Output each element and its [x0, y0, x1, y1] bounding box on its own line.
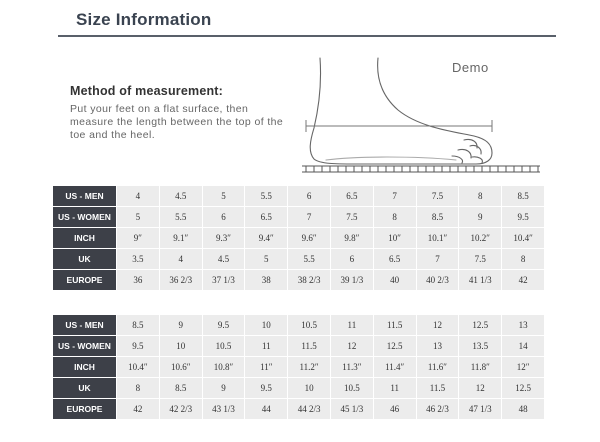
table-cell: 13 [417, 336, 459, 356]
table-row-us-women [53, 207, 544, 227]
table-cell: 45 1/3 [331, 399, 373, 419]
table-row-uk [53, 249, 544, 269]
row-label: UK [53, 249, 116, 269]
table-cell: 36 [117, 270, 159, 290]
table-cell: 11.2″ [288, 357, 330, 377]
table-cell: 38 2/3 [288, 270, 330, 290]
table-cell: 37 1/3 [203, 270, 245, 290]
table-cell: 12.5 [374, 336, 416, 356]
table-cell: 13.5 [459, 336, 501, 356]
table-cell: 38 [245, 270, 287, 290]
table-cell: 6 [331, 249, 373, 269]
table-cell: 7 [417, 249, 459, 269]
table-cell: 46 2/3 [417, 399, 459, 419]
size-table-1 [52, 185, 545, 291]
table-cell: 8.5 [117, 315, 159, 335]
table-cell: 6.5 [374, 249, 416, 269]
table-cell: 47 1/3 [459, 399, 501, 419]
page-title: Size Information [76, 10, 212, 29]
table-cell: 6 [203, 207, 245, 227]
table-cell: 12.5 [459, 315, 501, 335]
table-cell: 11.5 [288, 336, 330, 356]
demo-label: Demo [452, 60, 489, 75]
row-label: US - WOMEN [53, 207, 116, 227]
table-cell: 42 [502, 270, 544, 290]
table-cell: 12.5 [502, 378, 544, 398]
table-cell: 14 [502, 336, 544, 356]
table-row-inch [53, 228, 544, 248]
table-cell: 11.5 [374, 315, 416, 335]
table-cell: 9 [203, 378, 245, 398]
row-label: INCH [53, 228, 116, 248]
table-cell: 4 [160, 249, 202, 269]
table-cell: 9.8″ [331, 228, 373, 248]
table-cell: 7 [288, 207, 330, 227]
table-cell: 8 [374, 207, 416, 227]
table-cell: 10 [160, 336, 202, 356]
table-cell: 13 [502, 315, 544, 335]
table-cell: 4 [117, 186, 159, 206]
table-cell: 10.8″ [203, 357, 245, 377]
table-row-us-men [53, 186, 544, 206]
table-cell: 43 1/3 [203, 399, 245, 419]
row-label: EUROPE [53, 270, 116, 290]
table-cell: 9.5 [117, 336, 159, 356]
table-row-europe [53, 399, 544, 419]
table-cell: 44 [245, 399, 287, 419]
size-table-2 [52, 314, 545, 420]
table-cell: 5.5 [288, 249, 330, 269]
table-cell: 6.5 [245, 207, 287, 227]
table-cell: 48 [502, 399, 544, 419]
table-cell: 10.4″ [502, 228, 544, 248]
table-cell: 10.5 [203, 336, 245, 356]
table-cell: 10 [245, 315, 287, 335]
table-cell: 10.2″ [459, 228, 501, 248]
table-cell: 9.5 [245, 378, 287, 398]
table-cell: 9.3″ [203, 228, 245, 248]
table-cell: 9 [160, 315, 202, 335]
table-cell: 11.6″ [417, 357, 459, 377]
table-row-us-men [53, 315, 544, 335]
method-heading: Method of measurement: [70, 84, 224, 98]
table-cell: 8 [117, 378, 159, 398]
table-cell: 36 2/3 [160, 270, 202, 290]
table-cell: 5.5 [245, 186, 287, 206]
row-label: UK [53, 378, 116, 398]
table-cell: 46 [374, 399, 416, 419]
row-label: US - MEN [53, 315, 116, 335]
table-cell: 39 1/3 [331, 270, 373, 290]
table-cell: 11 [331, 315, 373, 335]
table-cell: 9 [459, 207, 501, 227]
table-cell: 10 [288, 378, 330, 398]
table-row-europe [53, 270, 544, 290]
table-cell: 7.5 [331, 207, 373, 227]
table-cell: 11″ [245, 357, 287, 377]
table-cell: 41 1/3 [459, 270, 501, 290]
table-cell: 42 2/3 [160, 399, 202, 419]
table-cell: 10.6″ [160, 357, 202, 377]
table-cell: 11.4″ [374, 357, 416, 377]
foot-measurement-illustration [296, 56, 546, 174]
measurement-method [70, 84, 290, 142]
table-row-us-women [53, 336, 544, 356]
table-cell: 12 [459, 378, 501, 398]
table-cell: 6 [288, 186, 330, 206]
table-cell: 9.4″ [245, 228, 287, 248]
method-text: Put your feet on a flat surface, then measure the length between the top of the toe and the heel. [70, 103, 284, 141]
table-cell: 10.5 [288, 315, 330, 335]
table-cell: 12 [417, 315, 459, 335]
table-cell: 4.5 [160, 186, 202, 206]
row-label: INCH [53, 357, 116, 377]
table-cell: 8.5 [417, 207, 459, 227]
table-cell: 9.6″ [288, 228, 330, 248]
table-cell: 11 [245, 336, 287, 356]
table-cell: 44 2/3 [288, 399, 330, 419]
table-cell: 7 [374, 186, 416, 206]
table-cell: 11 [374, 378, 416, 398]
table-cell: 5 [203, 186, 245, 206]
row-label: EUROPE [53, 399, 116, 419]
table-cell: 9″ [117, 228, 159, 248]
table-cell: 5 [245, 249, 287, 269]
table-cell: 11.3″ [331, 357, 373, 377]
table-cell: 10.4″ [117, 357, 159, 377]
foot-drawing [296, 56, 546, 174]
table-cell: 7.5 [417, 186, 459, 206]
table-cell: 3.5 [117, 249, 159, 269]
table-cell: 40 2/3 [417, 270, 459, 290]
table-cell: 11.5 [417, 378, 459, 398]
table-cell: 9.1″ [160, 228, 202, 248]
table-cell: 10.5 [331, 378, 373, 398]
table-cell: 40 [374, 270, 416, 290]
table-cell: 9.5 [203, 315, 245, 335]
table-cell: 4.5 [203, 249, 245, 269]
title-divider [58, 35, 556, 37]
table-cell: 7.5 [459, 249, 501, 269]
table-cell: 8 [502, 249, 544, 269]
table-cell: 12″ [502, 357, 544, 377]
table-cell: 8.5 [502, 186, 544, 206]
table-row-inch [53, 357, 544, 377]
row-label: US - MEN [53, 186, 116, 206]
table-cell: 12 [331, 336, 373, 356]
table-cell: 8.5 [160, 378, 202, 398]
table-cell: 5.5 [160, 207, 202, 227]
table-cell: 5 [117, 207, 159, 227]
row-label: US - WOMEN [53, 336, 116, 356]
table-cell: 6.5 [331, 186, 373, 206]
table-cell: 8 [459, 186, 501, 206]
table-cell: 11.8″ [459, 357, 501, 377]
table-row-uk [53, 378, 544, 398]
table-cell: 10″ [374, 228, 416, 248]
table-cell: 9.5 [502, 207, 544, 227]
table-cell: 10.1″ [417, 228, 459, 248]
table-cell: 42 [117, 399, 159, 419]
